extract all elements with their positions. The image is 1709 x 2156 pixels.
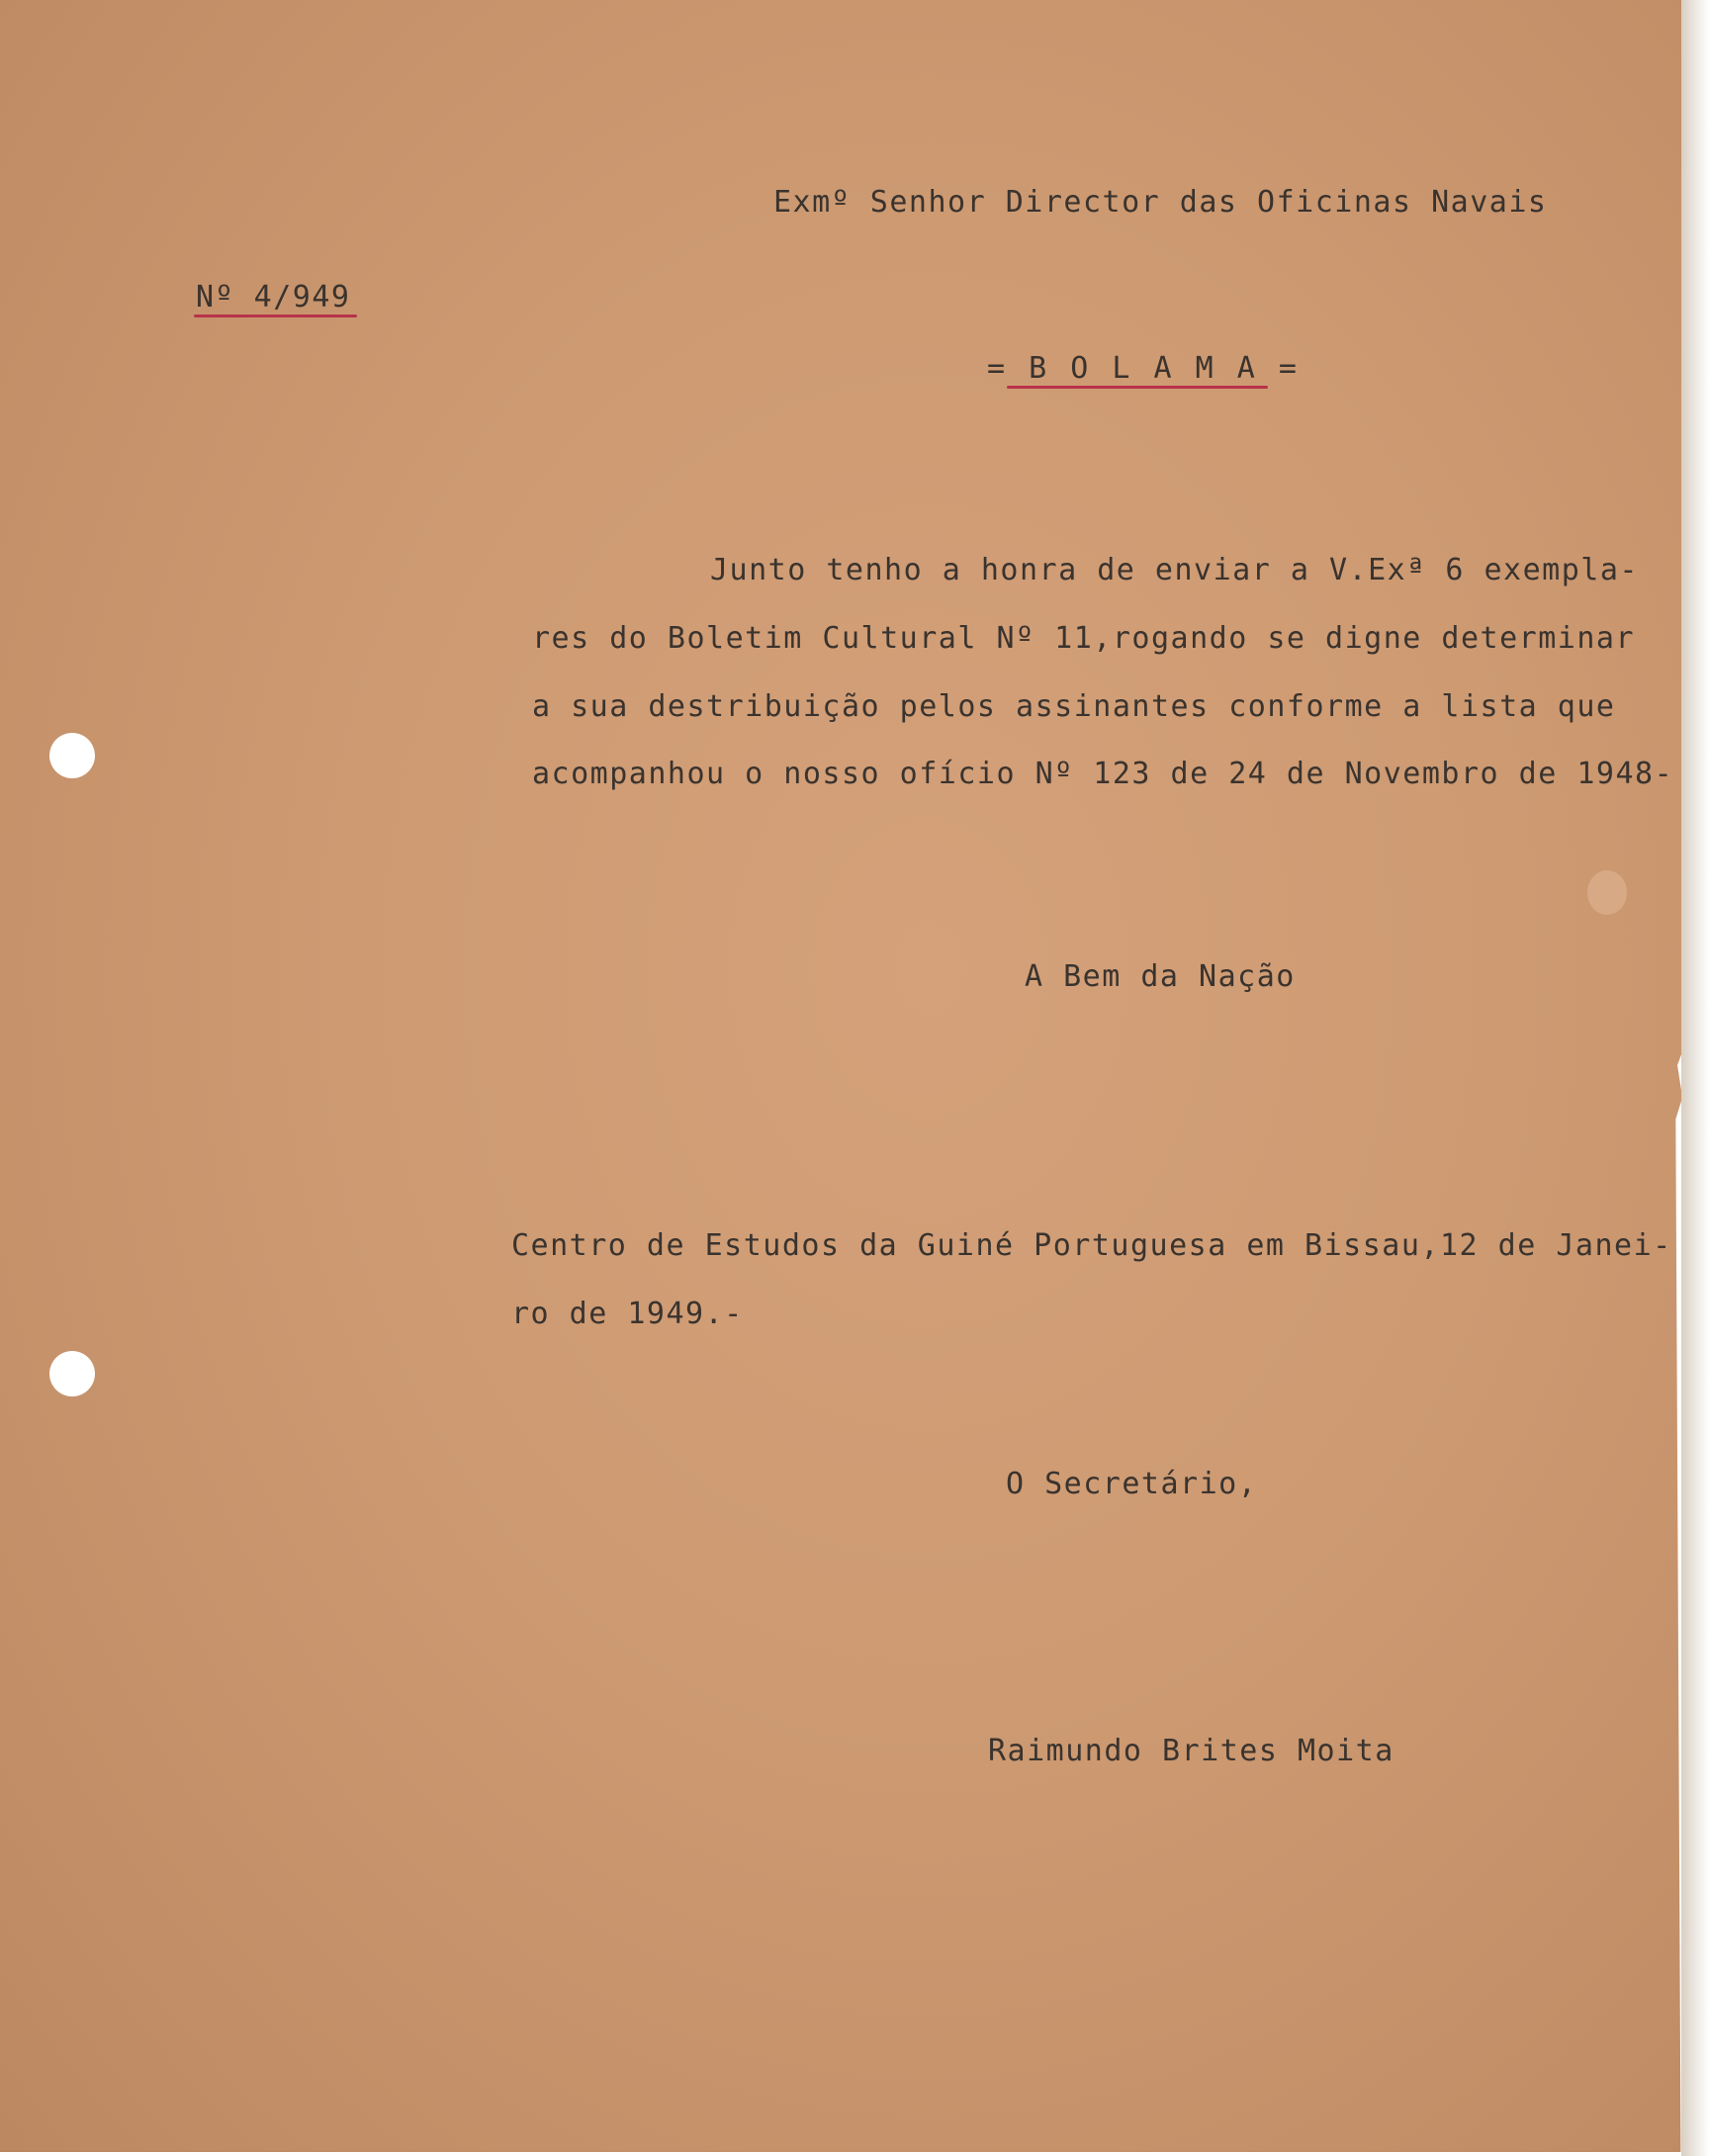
punch-hole-top xyxy=(49,733,95,778)
body-line-3: a sua destribuição pelos assinantes conforme a lista que xyxy=(532,689,1616,724)
addressee: Exmº Senhor Director das Oficinas Navais xyxy=(773,185,1548,220)
punch-hole-bottom xyxy=(49,1351,95,1396)
dateline-line-2: ro de 1949.- xyxy=(511,1297,744,1331)
salutation: A Bem da Nação xyxy=(1025,959,1296,994)
page-edge xyxy=(1681,0,1709,2156)
signatory-name: Raimundo Brites Moita xyxy=(988,1734,1394,1768)
body-line-4: acompanhou o nosso ofício Nº 123 de 24 de Novembro de 1948- xyxy=(532,757,1674,791)
signatory-title: O Secretário, xyxy=(1006,1467,1258,1501)
place-underline xyxy=(1007,386,1268,389)
stain xyxy=(1587,870,1627,915)
reference-underline xyxy=(194,314,357,317)
body-line-2: res do Boletim Cultural Nº 11,rogando se digne determinar xyxy=(532,621,1636,656)
body-line-1: Junto tenho a honra de enviar a V.Exª 6 exempla- xyxy=(710,553,1639,587)
reference-number: Nº 4/949 xyxy=(196,280,351,314)
dateline-line-1: Centro de Estudos da Guiné Portuguesa em Bissau,12 de Janei- xyxy=(511,1228,1672,1263)
place-heading: = B O L A M A = xyxy=(987,351,1300,386)
